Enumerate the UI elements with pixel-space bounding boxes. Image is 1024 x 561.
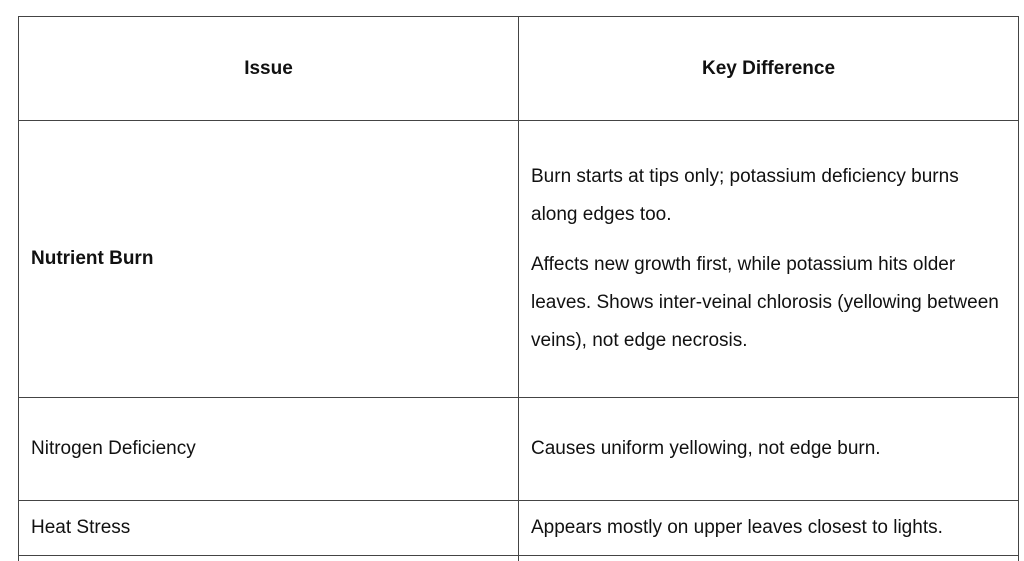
difference-paragraph: Burn starts at tips only; potassium deficiency burns along edges too. [531,166,959,225]
issue-cell: Heat Stress [19,501,519,556]
difference-cell [519,121,1019,398]
table-row-partial [19,556,1019,561]
comparison-table [18,16,1019,561]
table-header-row [19,17,1019,121]
column-header-issue: Issue [19,17,519,121]
table-row [19,398,1019,501]
difference-cell: Causes uniform yellowing, not edge burn. [519,398,1019,501]
comparison-table-container [18,16,1018,561]
difference-paragraph: Affects new growth first, while potassium hits older leaves. Shows inter-veinal chlorosis (yellowing between veins), not edge necrosis. [531,254,999,351]
column-header-key-difference: Key Difference [519,17,1019,121]
difference-cell: Appears mostly on upper leaves closest to lights. [519,501,1019,556]
difference-cell-empty [519,556,1019,561]
issue-cell: Nutrient Burn [19,121,519,398]
table-row [19,121,1019,398]
issue-cell: Nitrogen Deficiency [19,398,519,501]
table-row [19,501,1019,556]
issue-cell-empty [19,556,519,561]
